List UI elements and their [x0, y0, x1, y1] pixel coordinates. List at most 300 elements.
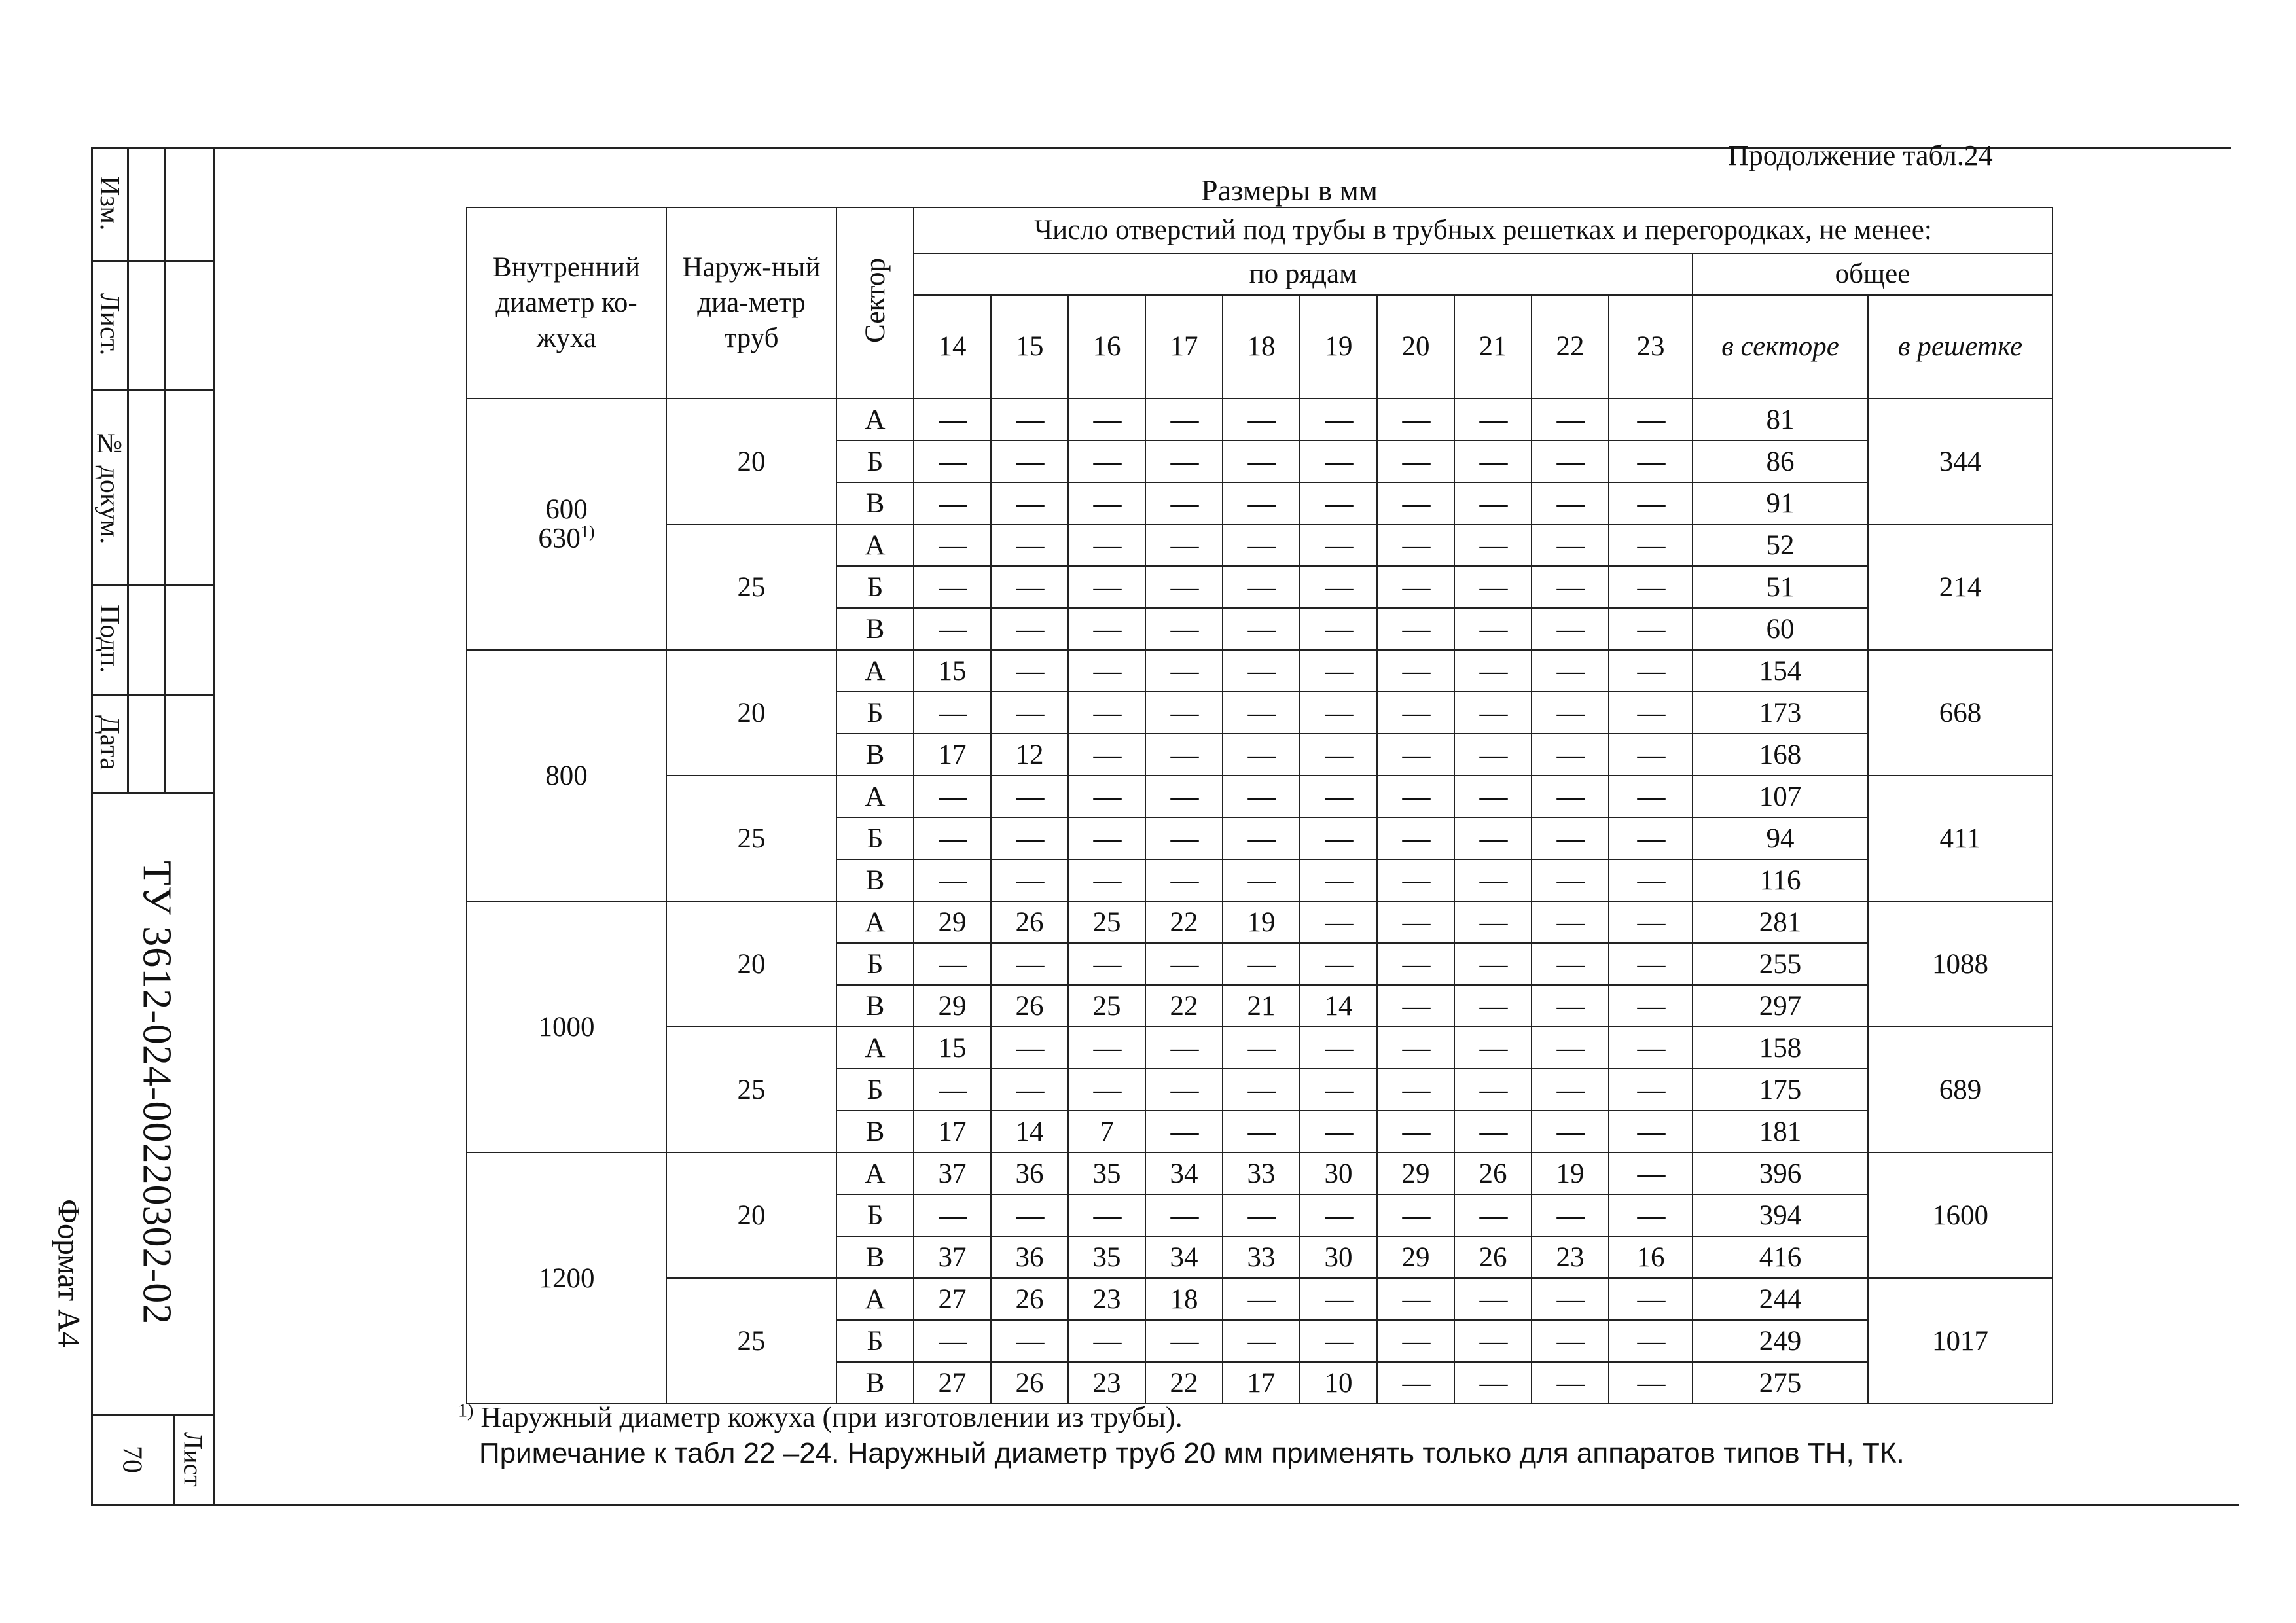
hole-count-cell: 12 — [991, 734, 1068, 776]
hole-count-cell: — — [1145, 440, 1223, 482]
tube-diameter: 25 — [666, 776, 836, 901]
hole-count-cell: — — [991, 440, 1068, 482]
hole-count-cell: — — [1377, 1111, 1454, 1152]
sector-total: 281 — [1693, 901, 1868, 943]
hole-count-cell: — — [1145, 776, 1223, 817]
hole-count-cell: — — [1377, 943, 1454, 985]
sector-letter: А — [836, 650, 914, 692]
shell-diameter-cell — [467, 1152, 666, 1404]
table-note: Примечание к табл 22 –24. Наружный диаметр труб 20 мм применять только для аппаратов типов ТН, ТК. — [479, 1437, 1905, 1469]
hole-count-cell: — — [1145, 734, 1223, 776]
hole-count-cell: — — [1300, 1069, 1377, 1111]
hole-count-cell: — — [1377, 859, 1454, 901]
hole-count-cell: — — [991, 1027, 1068, 1069]
hole-count-cell: 29 — [1377, 1236, 1454, 1278]
hole-count-cell: 27 — [914, 1278, 991, 1320]
hole-count-cell: 10 — [1300, 1362, 1377, 1404]
hole-count-cell: 34 — [1145, 1152, 1223, 1194]
units-caption: Размеры в мм — [1201, 173, 1378, 207]
header-row-number: 14 — [914, 295, 991, 399]
hole-count-cell: — — [1454, 524, 1532, 566]
header-by-rows: по рядам — [914, 253, 1693, 295]
stamp-list-label: Лист. — [94, 293, 124, 356]
hole-count-cell: — — [1454, 1362, 1532, 1404]
grid-total: 1088 — [1868, 901, 2053, 1027]
hole-count-cell: — — [1377, 1194, 1454, 1236]
hole-count-cell: — — [1145, 524, 1223, 566]
hole-count-cell: 29 — [1377, 1152, 1454, 1194]
hole-count-cell: 27 — [914, 1362, 991, 1404]
hole-count-cell: — — [1609, 985, 1693, 1027]
hole-count-cell: — — [1300, 943, 1377, 985]
hole-count-cell: — — [1300, 1278, 1377, 1320]
tube-diameter: 25 — [666, 524, 836, 650]
hole-count-cell: — — [1068, 399, 1145, 440]
hole-count-cell: — — [991, 1194, 1068, 1236]
sector-letter: В — [836, 1236, 914, 1278]
hole-count-cell: — — [1300, 608, 1377, 650]
shell-diameter-cell — [467, 901, 666, 1152]
header-sector: Сектор — [859, 258, 891, 343]
hole-count-cell: 18 — [1145, 1278, 1223, 1320]
hole-count-cell: — — [1300, 566, 1377, 608]
header-row-number: 21 — [1454, 295, 1532, 399]
hole-count-cell: — — [1609, 1069, 1693, 1111]
hole-count-cell: — — [1609, 440, 1693, 482]
hole-count-cell: — — [1454, 1278, 1532, 1320]
hole-count-cell: — — [1532, 608, 1609, 650]
table-row — [467, 399, 2053, 440]
sector-total: 94 — [1693, 817, 1868, 859]
sector-letter: А — [836, 1278, 914, 1320]
hole-count-cell: — — [1068, 817, 1145, 859]
sector-total: 91 — [1693, 482, 1868, 524]
hole-count-cell: — — [1300, 901, 1377, 943]
stamp-podp-cell — [91, 584, 128, 694]
hole-count-cell: — — [991, 776, 1068, 817]
hole-count-cell: — — [1532, 901, 1609, 943]
stamp-izm-label: Изм. — [94, 176, 124, 231]
hole-count-cell: 15 — [914, 1027, 991, 1069]
hole-count-cell: — — [1609, 943, 1693, 985]
table-row — [467, 1027, 2053, 1069]
sector-total: 107 — [1693, 776, 1868, 817]
hole-count-cell: — — [991, 817, 1068, 859]
hole-count-cell: 15 — [914, 650, 991, 692]
hole-count-cell: — — [991, 692, 1068, 734]
hole-count-cell: 25 — [1068, 901, 1145, 943]
hole-count-cell: 37 — [914, 1236, 991, 1278]
hole-count-cell: — — [1068, 943, 1145, 985]
hole-count-cell: 17 — [914, 1111, 991, 1152]
hole-count-cell: — — [991, 482, 1068, 524]
hole-count-cell: — — [1532, 859, 1609, 901]
hole-count-cell: — — [1532, 524, 1609, 566]
table-body — [467, 399, 2053, 1404]
stamp-data-cell — [91, 694, 128, 792]
hole-count-cell: 23 — [1068, 1278, 1145, 1320]
sector-letter: Б — [836, 1194, 914, 1236]
header-in-sector: в секторе — [1693, 295, 1868, 399]
hole-count-cell: — — [1145, 1320, 1223, 1362]
grid-total: 689 — [1868, 1027, 2053, 1152]
hole-count-cell: — — [1223, 566, 1300, 608]
hole-count-cell: 25 — [1068, 985, 1145, 1027]
tube-diameter: 25 — [666, 1027, 836, 1152]
hole-count-cell: 34 — [1145, 1236, 1223, 1278]
hole-count-cell: — — [1300, 650, 1377, 692]
hole-count-cell: — — [1300, 1194, 1377, 1236]
hole-count-cell: — — [1532, 817, 1609, 859]
hole-count-cell: — — [1145, 399, 1223, 440]
hole-count-cell: — — [1454, 608, 1532, 650]
hole-count-cell: — — [1377, 566, 1454, 608]
sector-total: 51 — [1693, 566, 1868, 608]
hole-count-cell: — — [1068, 1320, 1145, 1362]
hole-count-cell: — — [914, 1069, 991, 1111]
hole-count-cell: — — [1377, 692, 1454, 734]
document-code-text: ТУ 3612-024-00220302-02 — [134, 861, 179, 1325]
hole-count-cell: — — [1609, 859, 1693, 901]
hole-count-cell: — — [1223, 943, 1300, 985]
hole-count-cell: — — [1223, 817, 1300, 859]
hole-count-cell: 36 — [991, 1236, 1068, 1278]
sector-total: 416 — [1693, 1236, 1868, 1278]
hole-count-cell: — — [1532, 1278, 1609, 1320]
header-holes: Число отверстий под трубы в трубных решетках и перегородках, не менее: — [914, 207, 2053, 253]
sector-letter: В — [836, 985, 914, 1027]
hole-count-cell: — — [1454, 692, 1532, 734]
hole-count-cell: — — [1223, 1194, 1300, 1236]
sector-total: 116 — [1693, 859, 1868, 901]
header-row-number: 18 — [1223, 295, 1300, 399]
sector-total: 244 — [1693, 1278, 1868, 1320]
hole-count-cell: — — [1223, 692, 1300, 734]
hole-count-cell: — — [1145, 817, 1223, 859]
hole-count-cell: — — [914, 692, 991, 734]
sector-letter: Б — [836, 1069, 914, 1111]
hole-count-cell: — — [1532, 943, 1609, 985]
table-row — [467, 776, 2053, 817]
hole-count-cell: — — [1300, 859, 1377, 901]
stamp-data-label: Дата — [94, 715, 124, 770]
hole-count-cell: — — [1223, 482, 1300, 524]
tube-diameter: 25 — [666, 1278, 836, 1404]
hole-count-cell: — — [1454, 985, 1532, 1027]
hole-count-cell: — — [991, 1320, 1068, 1362]
sector-letter: Б — [836, 692, 914, 734]
hole-count-cell: — — [1454, 399, 1532, 440]
grid-total: 668 — [1868, 650, 2053, 776]
hole-count-cell: — — [1377, 901, 1454, 943]
tube-diameter: 20 — [666, 1152, 836, 1278]
hole-count-cell: — — [1532, 734, 1609, 776]
sheet-number-cell — [91, 1414, 173, 1505]
table-row — [467, 524, 2053, 566]
hole-count-cell: — — [1223, 440, 1300, 482]
hole-count-cell: — — [991, 650, 1068, 692]
sector-letter: В — [836, 734, 914, 776]
table-continuation-caption: Продолжение табл.24 — [1728, 139, 1993, 171]
grid-total: 344 — [1868, 399, 2053, 524]
hole-count-cell: — — [1068, 608, 1145, 650]
sector-letter: А — [836, 1027, 914, 1069]
hole-count-cell: — — [1609, 692, 1693, 734]
hole-count-cell: — — [1223, 1278, 1300, 1320]
hole-count-cell: — — [1532, 566, 1609, 608]
hole-count-cell: — — [1223, 859, 1300, 901]
hole-count-cell: 19 — [1532, 1152, 1609, 1194]
document-code — [91, 792, 222, 1394]
hole-count-cell: 22 — [1145, 1362, 1223, 1404]
hole-count-cell: — — [914, 608, 991, 650]
hole-count-cell: — — [1609, 1362, 1693, 1404]
hole-count-cell: — — [1377, 1069, 1454, 1111]
hole-count-cell: — — [991, 524, 1068, 566]
hole-count-cell: — — [1377, 734, 1454, 776]
footnote-text: Наружный диаметр кожуха (при изготовлении из трубы). — [480, 1401, 1183, 1433]
hole-count-cell: — — [1454, 1027, 1532, 1069]
hole-count-cell: 26 — [991, 901, 1068, 943]
hole-count-cell: — — [1068, 1069, 1145, 1111]
header-row-number: 15 — [991, 295, 1068, 399]
hole-count-cell: — — [1068, 734, 1145, 776]
sector-letter: Б — [836, 440, 914, 482]
hole-count-cell: — — [1145, 1111, 1223, 1152]
hole-count-cell: — — [914, 776, 991, 817]
sector-total: 249 — [1693, 1320, 1868, 1362]
shell-diameter: 1200 — [538, 1262, 595, 1294]
table-header — [467, 207, 2053, 399]
hole-count-cell: — — [1609, 1111, 1693, 1152]
hole-count-cell: — — [1068, 566, 1145, 608]
header-row-number: 20 — [1377, 295, 1454, 399]
hole-count-cell: — — [1300, 817, 1377, 859]
hole-count-cell: — — [914, 817, 991, 859]
hole-count-cell: 26 — [991, 1278, 1068, 1320]
hole-count-cell: 37 — [914, 1152, 991, 1194]
hole-count-cell: 23 — [1532, 1236, 1609, 1278]
hole-count-cell: — — [1145, 692, 1223, 734]
hole-count-cell: — — [1377, 650, 1454, 692]
hole-count-cell: — — [1300, 776, 1377, 817]
tube-diameter: 20 — [666, 650, 836, 776]
tube-diameter: 20 — [666, 399, 836, 524]
hole-count-cell: — — [1068, 1194, 1145, 1236]
sector-total: 394 — [1693, 1194, 1868, 1236]
hole-count-cell: — — [1532, 1362, 1609, 1404]
sector-letter: А — [836, 399, 914, 440]
hole-count-cell: — — [1300, 482, 1377, 524]
hole-count-cell: — — [1377, 608, 1454, 650]
hole-count-cell: — — [914, 524, 991, 566]
grid-total: 411 — [1868, 776, 2053, 901]
sector-letter: А — [836, 776, 914, 817]
stamp-podp-label: Подп. — [94, 605, 124, 673]
hole-count-cell: — — [1377, 440, 1454, 482]
hole-count-cell: — — [991, 943, 1068, 985]
hole-count-cell: 33 — [1223, 1236, 1300, 1278]
header-row-number: 19 — [1300, 295, 1377, 399]
sector-total: 173 — [1693, 692, 1868, 734]
hole-count-cell: 22 — [1145, 901, 1223, 943]
stamp-docno-label: № докум. — [94, 429, 124, 544]
shell-diameter-alt-value: 630 — [538, 523, 581, 554]
hole-count-cell: 35 — [1068, 1152, 1145, 1194]
hole-count-cell: 29 — [914, 985, 991, 1027]
hole-count-cell: — — [914, 1194, 991, 1236]
hole-count-cell: 26 — [1454, 1236, 1532, 1278]
hole-count-cell: — — [1223, 650, 1300, 692]
grid-total: 1600 — [1868, 1152, 2053, 1278]
footnote-mark: 1) — [458, 1400, 474, 1421]
hole-count-cell: — — [1609, 1320, 1693, 1362]
hole-count-cell: — — [1454, 1111, 1532, 1152]
hole-count-cell: — — [1454, 1069, 1532, 1111]
hole-count-cell: — — [1532, 776, 1609, 817]
hole-count-cell: — — [1454, 440, 1532, 482]
hole-count-cell: — — [1454, 1194, 1532, 1236]
sector-letter: В — [836, 859, 914, 901]
sheet-label-cell — [173, 1414, 213, 1505]
sector-total: 297 — [1693, 985, 1868, 1027]
hole-count-cell: — — [991, 859, 1068, 901]
hole-count-cell: — — [1377, 1362, 1454, 1404]
hole-count-cell: — — [1068, 482, 1145, 524]
hole-count-cell: — — [1223, 399, 1300, 440]
sector-letter: Б — [836, 566, 914, 608]
header-inner-diameter: Внутренний диаметр ко-жуха — [467, 207, 666, 399]
hole-count-cell: — — [1068, 440, 1145, 482]
hole-count-cell: 16 — [1609, 1236, 1693, 1278]
hole-count-cell: — — [914, 440, 991, 482]
hole-count-cell: — — [1609, 1152, 1693, 1194]
hole-count-cell: — — [1300, 399, 1377, 440]
hole-count-cell: — — [914, 943, 991, 985]
hole-count-cell: 30 — [1300, 1236, 1377, 1278]
header-row-number: 22 — [1532, 295, 1609, 399]
hole-count-cell: — — [1068, 524, 1145, 566]
table-row — [467, 1152, 2053, 1194]
hole-count-cell: — — [914, 859, 991, 901]
hole-count-cell: 21 — [1223, 985, 1300, 1027]
hole-count-cell: — — [1145, 566, 1223, 608]
hole-count-cell: — — [1223, 1111, 1300, 1152]
hole-count-cell: — — [1609, 734, 1693, 776]
hole-count-cell: 17 — [914, 734, 991, 776]
shell-diameter-alt — [467, 524, 666, 552]
hole-count-cell: — — [1068, 1027, 1145, 1069]
shell-diameter-cell — [467, 650, 666, 901]
hole-count-cell: — — [1223, 776, 1300, 817]
hole-count-cell: — — [1145, 650, 1223, 692]
hole-count-cell: — — [1145, 1027, 1223, 1069]
hole-count-cell: — — [1609, 650, 1693, 692]
footnote-ref: 1) — [580, 522, 595, 542]
header-row-number: 23 — [1609, 295, 1693, 399]
hole-count-cell: — — [1609, 901, 1693, 943]
sector-total: 158 — [1693, 1027, 1868, 1069]
hole-count-cell: 35 — [1068, 1236, 1145, 1278]
hole-count-cell: — — [1300, 440, 1377, 482]
hole-count-cell: — — [1377, 985, 1454, 1027]
sector-letter: А — [836, 1152, 914, 1194]
hole-count-cell: — — [914, 399, 991, 440]
header-outer-diameter: Наруж-ный диа-метр труб — [666, 207, 836, 399]
hole-count-cell: — — [1609, 524, 1693, 566]
shell-diameter: 600 — [545, 494, 588, 526]
hole-count-cell: — — [1532, 1111, 1609, 1152]
hole-count-cell: — — [991, 566, 1068, 608]
hole-count-cell: — — [991, 608, 1068, 650]
sector-letter: В — [836, 1111, 914, 1152]
stamp-izm-cell — [91, 147, 128, 260]
tube-holes-table — [466, 207, 2053, 1404]
hole-count-cell: 17 — [1223, 1362, 1300, 1404]
sector-letter: В — [836, 1362, 914, 1404]
hole-count-cell: — — [1454, 482, 1532, 524]
hole-count-cell: — — [1068, 650, 1145, 692]
format-text: Формат А4 — [51, 1198, 86, 1347]
hole-count-cell: — — [1454, 943, 1532, 985]
hole-count-cell: — — [1145, 859, 1223, 901]
hole-count-cell: — — [1532, 1027, 1609, 1069]
header-total: общее — [1693, 253, 2053, 295]
sector-total: 181 — [1693, 1111, 1868, 1152]
hole-count-cell: — — [1454, 566, 1532, 608]
hole-count-cell: — — [1454, 1320, 1532, 1362]
hole-count-cell: — — [1532, 650, 1609, 692]
shell-diameter-cell — [467, 399, 666, 650]
tube-diameter: 20 — [666, 901, 836, 1027]
hole-count-cell: — — [1532, 482, 1609, 524]
hole-count-cell: — — [1300, 1111, 1377, 1152]
sector-total: 255 — [1693, 943, 1868, 985]
header-in-grid: в решетке — [1868, 295, 2053, 399]
hole-count-cell: — — [1532, 399, 1609, 440]
hole-count-cell: — — [1532, 1194, 1609, 1236]
sector-letter: В — [836, 608, 914, 650]
format-label — [46, 1165, 92, 1381]
hole-count-cell: — — [1609, 399, 1693, 440]
sheet-number: 70 — [117, 1446, 147, 1473]
table-row — [467, 650, 2053, 692]
hole-count-cell: — — [1145, 1194, 1223, 1236]
hole-count-cell: — — [1454, 817, 1532, 859]
hole-count-cell: — — [1377, 817, 1454, 859]
hole-count-cell: — — [1609, 1194, 1693, 1236]
table-row — [467, 901, 2053, 943]
stamp-docno-cell — [91, 389, 128, 584]
hole-count-cell: — — [1609, 817, 1693, 859]
hole-count-cell: — — [1454, 776, 1532, 817]
hole-count-cell: 29 — [914, 901, 991, 943]
hole-count-cell: — — [1454, 650, 1532, 692]
hole-count-cell: — — [1532, 440, 1609, 482]
hole-count-cell: — — [1377, 524, 1454, 566]
hole-count-cell: — — [1223, 608, 1300, 650]
sector-total: 52 — [1693, 524, 1868, 566]
stamp-list-cell — [91, 260, 128, 389]
sector-letter: Б — [836, 943, 914, 985]
sector-total: 275 — [1693, 1362, 1868, 1404]
sector-total: 154 — [1693, 650, 1868, 692]
hole-count-cell: — — [1377, 399, 1454, 440]
hole-count-cell: — — [1145, 1069, 1223, 1111]
hole-count-cell: — — [1454, 859, 1532, 901]
sector-letter: В — [836, 482, 914, 524]
hole-count-cell: — — [1532, 1320, 1609, 1362]
